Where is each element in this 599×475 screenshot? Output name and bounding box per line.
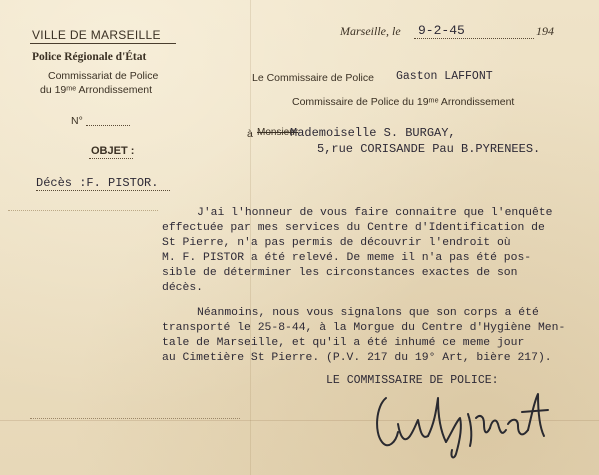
body-line: J'ai l'honneur de vous faire connaitre que l'enquête xyxy=(197,207,553,219)
place-label: Marseille, le xyxy=(340,24,401,38)
objet-dots xyxy=(89,158,133,159)
handwritten-signature-icon xyxy=(372,384,562,464)
year-prefix: 194 xyxy=(536,24,554,38)
reference-number-label: N° xyxy=(71,115,83,127)
subject-dots xyxy=(36,190,170,191)
addressee-struck-word: Monsieur xyxy=(257,127,299,138)
letterhead-police: Police Régionale d'État xyxy=(32,51,147,63)
date-dots xyxy=(414,38,534,39)
body-line: Néanmoins, nous vous signalons que son corps a été xyxy=(197,307,539,319)
addressee-name: Mademoiselle S. BURGAY, xyxy=(290,126,456,140)
body-line: St Pierre, n'a pas permis de découvrir l'endroit où xyxy=(162,237,511,249)
addressee-street: 5,rue CORISANDE Pau B.PYRENEES. xyxy=(317,142,541,156)
letterhead-ville: VILLE DE MARSEILLE xyxy=(32,28,161,42)
subject-line: Décès :F. PISTOR. xyxy=(36,176,159,190)
letterhead-arrondissement: du 19ᵐᵉ Arrondissement xyxy=(40,84,153,96)
sender-title: Commissaire de Police du 19ᵐᵉ Arrondissement xyxy=(292,96,515,108)
addressee-a-label: à xyxy=(247,128,253,140)
signature-title: LE COMMISSAIRE DE POLICE: xyxy=(326,374,499,387)
body-line: décès. xyxy=(162,282,204,294)
reference-number-dots xyxy=(86,125,130,126)
letter-date: 9-2-45 xyxy=(418,23,465,38)
body-line: transporté le 25-8-44, à la Morgue du Centre d'Hygiène Men- xyxy=(162,322,566,334)
letterhead-commissariat: Commissariat de Police xyxy=(48,70,159,82)
body-line: effectuée par mes services du Centre d'Identification de xyxy=(162,222,545,234)
bottom-dots xyxy=(30,418,240,419)
body-line: tale de Marseille, et qu'il a été inhumé ce meme jour xyxy=(162,337,525,349)
body-line: M. F. PISTOR a été relevé. De meme il n'a pas été pos- xyxy=(162,252,532,264)
margin-dots xyxy=(8,210,158,211)
body-line: au Cimetière St Pierre. (P.V. 217 du 19° Art, bière 217). xyxy=(162,352,552,364)
letterhead-rule xyxy=(30,43,176,44)
body-line: sible de déterminer les circonstances exactes de son xyxy=(162,267,518,279)
sender-name: Gaston LAFFONT xyxy=(396,70,493,83)
objet-label: OBJET : xyxy=(91,145,135,157)
sender-label: Le Commissaire de Police xyxy=(252,72,374,84)
